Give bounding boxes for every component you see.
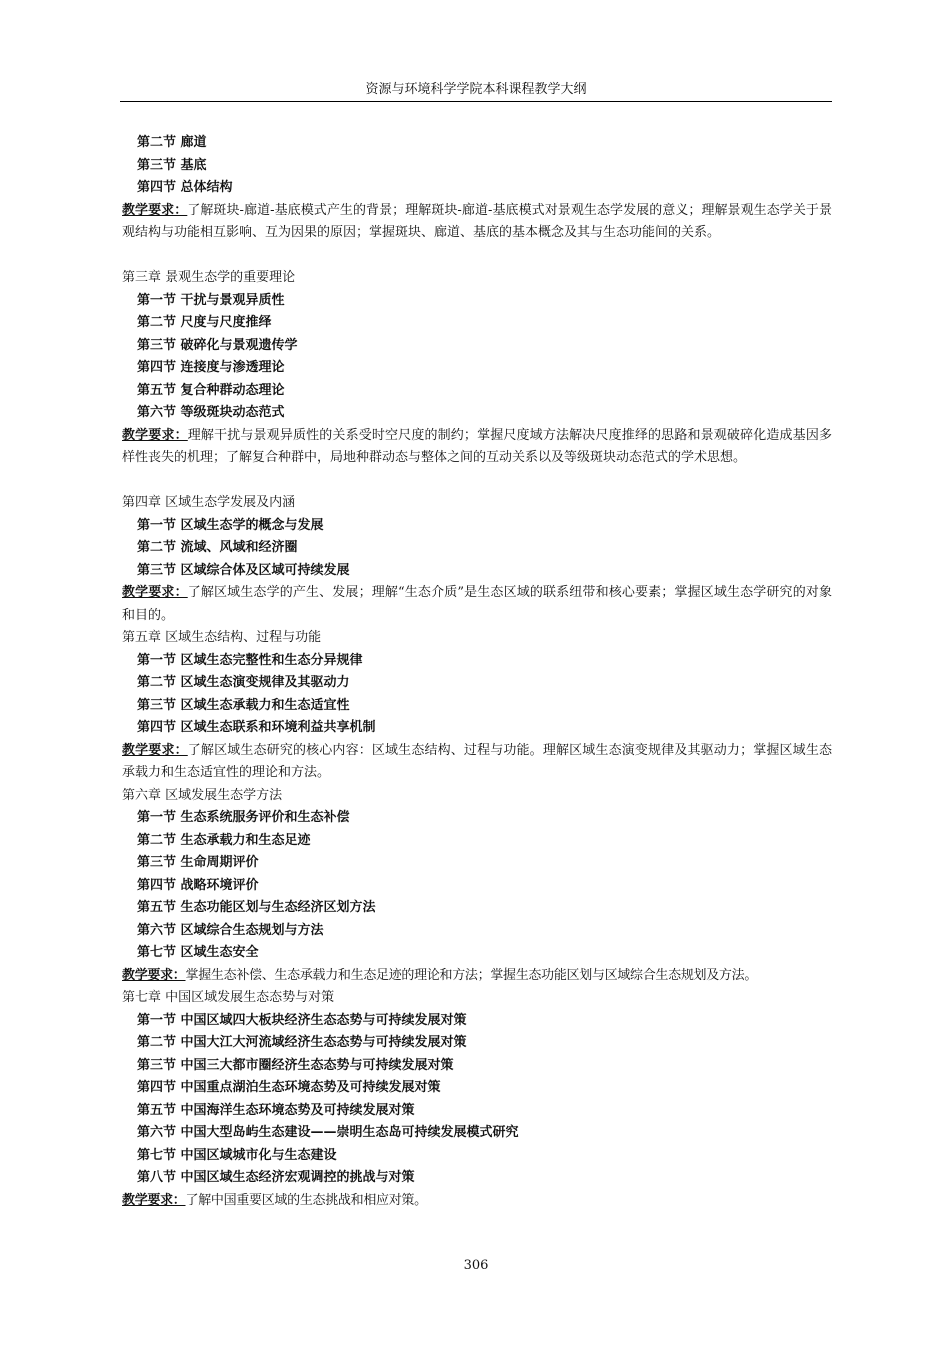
- teaching-requirement-text: 了解斑块-廊道-基底模式产生的背景；理解斑块-廊道-基底模式对景观生态学发展的意义；理解景观生态学关于景观结构与功能相互影响、互为因果的原因；掌握斑块、廊道、基底的基本概念及其与生态功能间的关系。: [122, 202, 832, 240]
- section-heading: 第一节 区域生态完整性和生态分异规律: [137, 652, 363, 668]
- teaching-requirement: [122, 965, 832, 988]
- teaching-requirement-label: 教学要求：: [122, 585, 188, 600]
- teaching-requirement-text: 了解区域生态研究的核心内容：区域生态结构、过程与功能。理解区域生态演变规律及其驱动力；掌握区域生态承载力和生态适宜性的理论和方法。: [122, 742, 832, 780]
- syllabus-content: [122, 132, 832, 1212]
- teaching-requirement: [122, 582, 832, 627]
- section-heading: 第三节 区域生态承载力和生态适宜性: [137, 697, 350, 713]
- section-heading: 第七节 中国区域城市化与生态建设: [137, 1147, 337, 1163]
- section-heading: 第三节 基底: [137, 157, 207, 173]
- section-heading: 第八节 中国区域生态经济宏观调控的挑战与对策: [137, 1170, 415, 1185]
- section-heading: 第一节 干扰与景观异质性: [137, 292, 285, 308]
- section-heading: 第三节 中国三大都市圈经济生态态势与可持续发展对策: [137, 1057, 454, 1073]
- teaching-requirement: [122, 740, 832, 785]
- chapter-heading: 第五章 区域生态结构、过程与功能: [122, 630, 322, 645]
- section-heading: 第七节 区域生态安全: [137, 945, 259, 960]
- teaching-requirement-label: 教学要求：: [122, 742, 188, 758]
- teaching-requirement: [122, 200, 832, 268]
- teaching-requirement-text: 掌握生态补偿、生态承载力和生态足迹的理论和方法；掌握生态功能区划与区域综合生态规划及方法。: [185, 967, 758, 983]
- section-heading: 第五节 复合种群动态理论: [137, 382, 285, 398]
- section-heading: 第二节 生态承载力和生态足迹: [137, 832, 311, 848]
- section-heading: 第四节 中国重点湖泊生态环境态势及可持续发展对策: [137, 1080, 441, 1095]
- section-heading: 第二节 尺度与尺度推绎: [137, 315, 272, 330]
- section-heading: 第六节 中国大型岛屿生态建设——崇明生态岛可持续发展模式研究: [137, 1125, 519, 1140]
- section-heading: 第六节 区域综合生态规划与方法: [137, 922, 324, 938]
- header-divider: [120, 101, 832, 102]
- page-header-title: 资源与环境科学学院本科课程教学大纲: [365, 82, 587, 97]
- teaching-requirement: [122, 425, 832, 493]
- teaching-requirement-text: 理解干扰与景观异质性的关系受时空尺度的制约；掌握尺度域方法解决尺度推绎的思路和景观破碎化造成基因多样性丧失的机理；了解复合种群中，局地种群动态与整体之间的互动关系以及等级斑块动态范式的学术思想。: [122, 427, 832, 465]
- teaching-requirement-label: 教学要求：: [122, 202, 188, 218]
- section-heading: 第三节 区域综合体及区域可持续发展: [137, 562, 350, 578]
- section-heading: 第三节 破碎化与景观遗传学: [137, 337, 298, 353]
- chapter-heading: 第四章 区域生态学发展及内涵: [122, 495, 296, 510]
- section-heading: 第四节 区域生态联系和环境利益共享机制: [137, 720, 376, 735]
- section-heading: 第一节 区域生态学的概念与发展: [137, 517, 324, 533]
- teaching-requirement-label: 教学要求：: [122, 427, 188, 443]
- section-heading: 第六节 等级斑块动态范式: [137, 405, 285, 420]
- chapter-heading: 第三章 景观生态学的重要理论: [122, 270, 296, 285]
- section-heading: 第四节 总体结构: [137, 180, 233, 195]
- teaching-requirement-label: 教学要求：: [122, 967, 186, 983]
- section-heading: 第一节 生态系统服务评价和生态补偿: [137, 810, 350, 825]
- section-heading: 第五节 中国海洋生态环境态势及可持续发展对策: [137, 1102, 415, 1118]
- page-number: 306: [463, 1258, 489, 1273]
- teaching-requirement-text: 了解中国重要区域的生态挑战和相应对策。: [185, 1192, 427, 1208]
- teaching-requirement-label: 教学要求：: [122, 1192, 186, 1208]
- section-heading: 第四节 连接度与渗透理论: [137, 360, 285, 375]
- teaching-requirement: [122, 1190, 832, 1213]
- section-heading: 第三节 生命周期评价: [137, 855, 259, 870]
- teaching-requirement-text: 了解区域生态学的产生、发展；理解“生态介质”是生态区域的联系纽带和核心要素；掌握区域生态学研究的对象和目的。: [122, 585, 832, 623]
- section-heading: 第二节 廊道: [137, 135, 207, 150]
- chapter-heading: 第六章 区域发展生态学方法: [122, 787, 283, 803]
- section-heading: 第四节 战略环境评价: [137, 877, 259, 893]
- section-heading: 第一节 中国区域四大板块经济生态态势与可持续发展对策: [137, 1012, 467, 1028]
- section-heading: 第二节 流域、风域和经济圈: [137, 540, 298, 555]
- section-heading: 第五节 生态功能区划与生态经济区划方法: [137, 900, 376, 915]
- section-heading: 第二节 区域生态演变规律及其驱动力: [137, 675, 350, 690]
- chapter-heading: 第七章 中国区域发展生态态势与对策: [122, 990, 335, 1005]
- section-heading: 第二节 中国大江大河流域经济生态态势与可持续发展对策: [137, 1035, 467, 1050]
